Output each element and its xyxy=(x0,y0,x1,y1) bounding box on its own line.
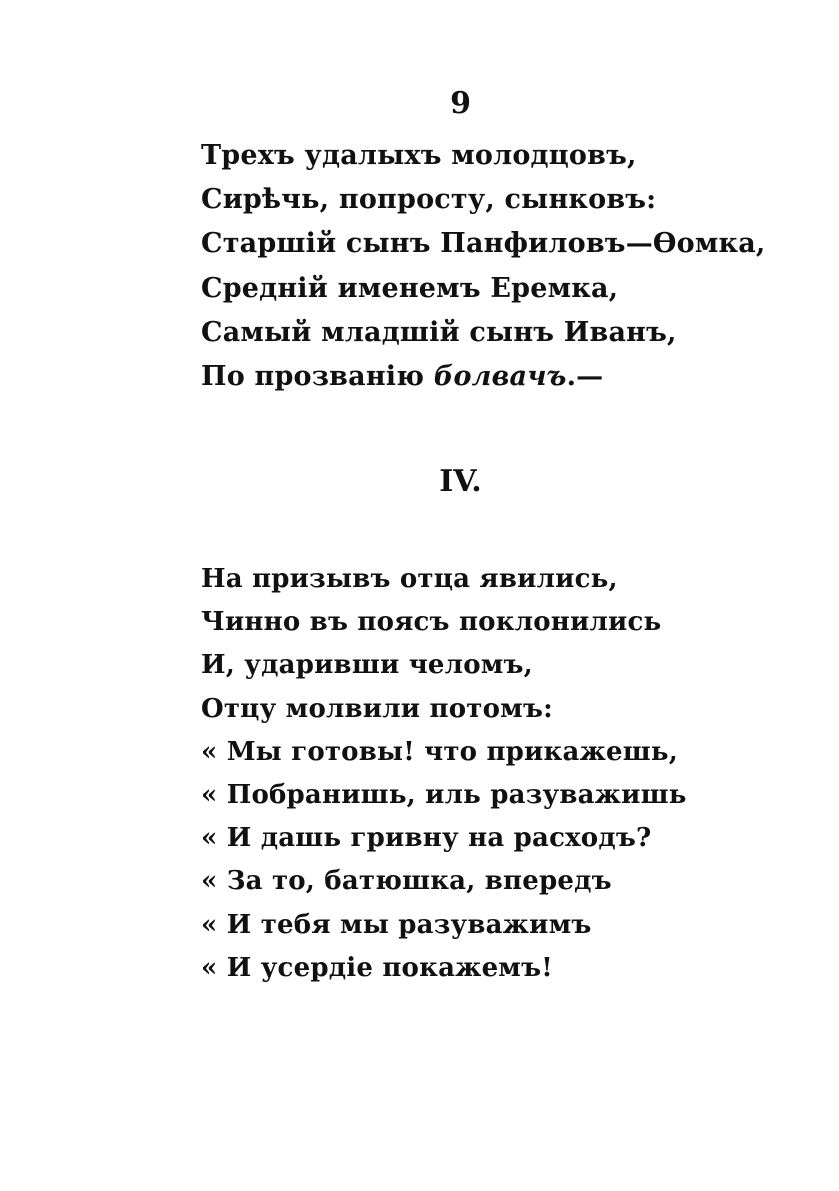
verse-line-last xyxy=(201,355,766,399)
verse-line-prefix: По прозванію xyxy=(201,361,434,393)
verse-line: И, ударивши челомъ, xyxy=(201,650,533,681)
verse-line: Старшій сынъ Панфиловъ—Ѳомка, xyxy=(201,228,766,260)
verse-line: Самый младшій сынъ Иванъ, xyxy=(201,316,677,348)
verse-line: Трехъ удалыхъ молодцовъ, xyxy=(201,140,637,171)
stanza-1 xyxy=(201,134,766,399)
verse-line: « Мы готовы! что прикажешь, xyxy=(201,736,679,767)
verse-line: Отцу молвили потомъ: xyxy=(201,693,553,724)
verse-line: Сирѣчь, попросту, сынковъ: xyxy=(201,184,657,216)
verse-line: « За то, батюшка, впередъ xyxy=(201,866,612,897)
stanza-2 xyxy=(201,558,687,990)
verse-line-italic-word: болвачъ xyxy=(433,361,567,393)
verse-line: « Побранишь, иль разуважишь xyxy=(201,780,687,811)
verse-line: « И усердіе покажемъ! xyxy=(201,952,553,983)
verse-line: Чинно въ поясъ поклонились xyxy=(201,607,662,638)
verse-line-suffix: .— xyxy=(566,361,604,393)
verse-line: « И дашь гривну на расходъ? xyxy=(201,823,652,854)
section-numeral: IV. xyxy=(439,464,482,499)
verse-line: На призывъ отца явились, xyxy=(201,564,618,594)
page-number: 9 xyxy=(450,86,471,121)
verse-line: « И тебя мы разуважимъ xyxy=(201,909,592,940)
verse-line: Средній именемъ Еремка, xyxy=(201,272,619,304)
